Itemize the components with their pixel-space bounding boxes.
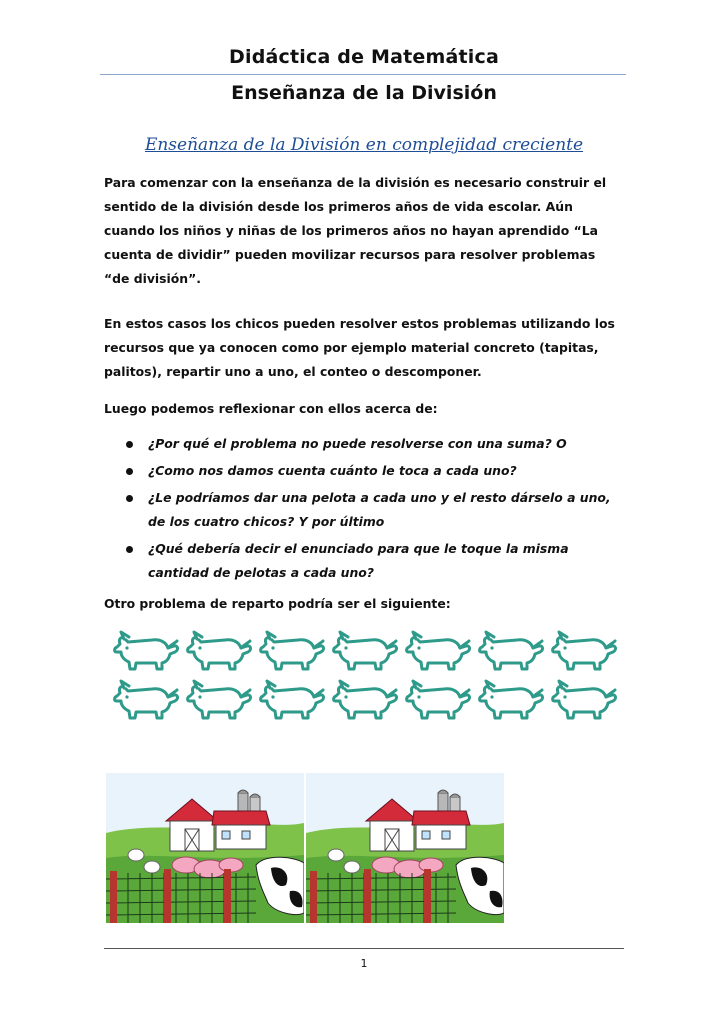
pigs-illustration [112, 628, 624, 724]
pig-outline-icon [331, 677, 401, 721]
pig-outline-icon [185, 677, 255, 721]
bullet-icon [126, 495, 133, 502]
list-item-text: ¿Qué debería decir el enunciado para que le toque la misma cantidad de pelotas a cada uno? [148, 541, 569, 580]
list-item [126, 537, 624, 585]
farm-scene-image [306, 773, 504, 923]
header-rule [100, 74, 626, 75]
pig-outline-icon [112, 677, 182, 721]
pig-outline-icon [550, 628, 620, 672]
list-item-text: ¿Por qué el problema no puede resolverse con una suma? O [148, 436, 567, 451]
paragraph-problem: Otro problema de reparto podría ser el siguiente: [104, 596, 451, 611]
pig-outline-icon [258, 677, 328, 721]
pig-outline-icon [185, 628, 255, 672]
pig-outline-icon [477, 677, 547, 721]
reflection-list [126, 432, 624, 588]
farm-scene-image [106, 773, 304, 923]
pig-outline-icon [404, 677, 474, 721]
list-item-text: ¿Como nos damos cuenta cuánto le toca a cada uno? [148, 463, 517, 478]
pig-outline-icon [404, 628, 474, 672]
paragraph-intro: Para comenzar con la enseñanza de la división es necesario construir el sentido de la división desde los primeros años de vida escolar. Aún cuando los niños y niñas de los primeros años no hayan aprendido “La cuenta de dividir” pueden movilizar recursos para resolver problemas “de división”. [104, 175, 607, 286]
list-item-text: ¿Le podríamos dar una pelota a cada uno y el resto dárselo a uno, de los cuatro chicos? Y por último [148, 490, 611, 529]
footer-rule [104, 948, 624, 949]
list-item [126, 486, 624, 534]
list-item [126, 459, 624, 483]
section-title: Enseñanza de la División en complejidad creciente [144, 135, 584, 155]
pig-outline-icon [331, 628, 401, 672]
header-title-line1: Didáctica de Matemática [229, 46, 499, 68]
bullet-icon [126, 441, 133, 448]
pig-outline-icon [258, 628, 328, 672]
pig-outline-icon [477, 628, 547, 672]
paragraph-resources: En estos casos los chicos pueden resolver estos problemas utilizando los recursos que ya conocen como por ejemplo material concreto (tapitas, palitos), repartir uno a uno, el conteo o descomponer. [104, 316, 615, 379]
bullet-icon [126, 468, 133, 475]
pig-outline-icon [550, 677, 620, 721]
bullet-icon [126, 546, 133, 553]
page-number: 1 [360, 957, 368, 970]
paragraph-reflect: Luego podemos reflexionar con ellos acerca de: [104, 401, 438, 416]
pig-outline-icon [112, 628, 182, 672]
header-title-line2: Enseñanza de la División [231, 82, 497, 104]
list-item [126, 432, 624, 456]
